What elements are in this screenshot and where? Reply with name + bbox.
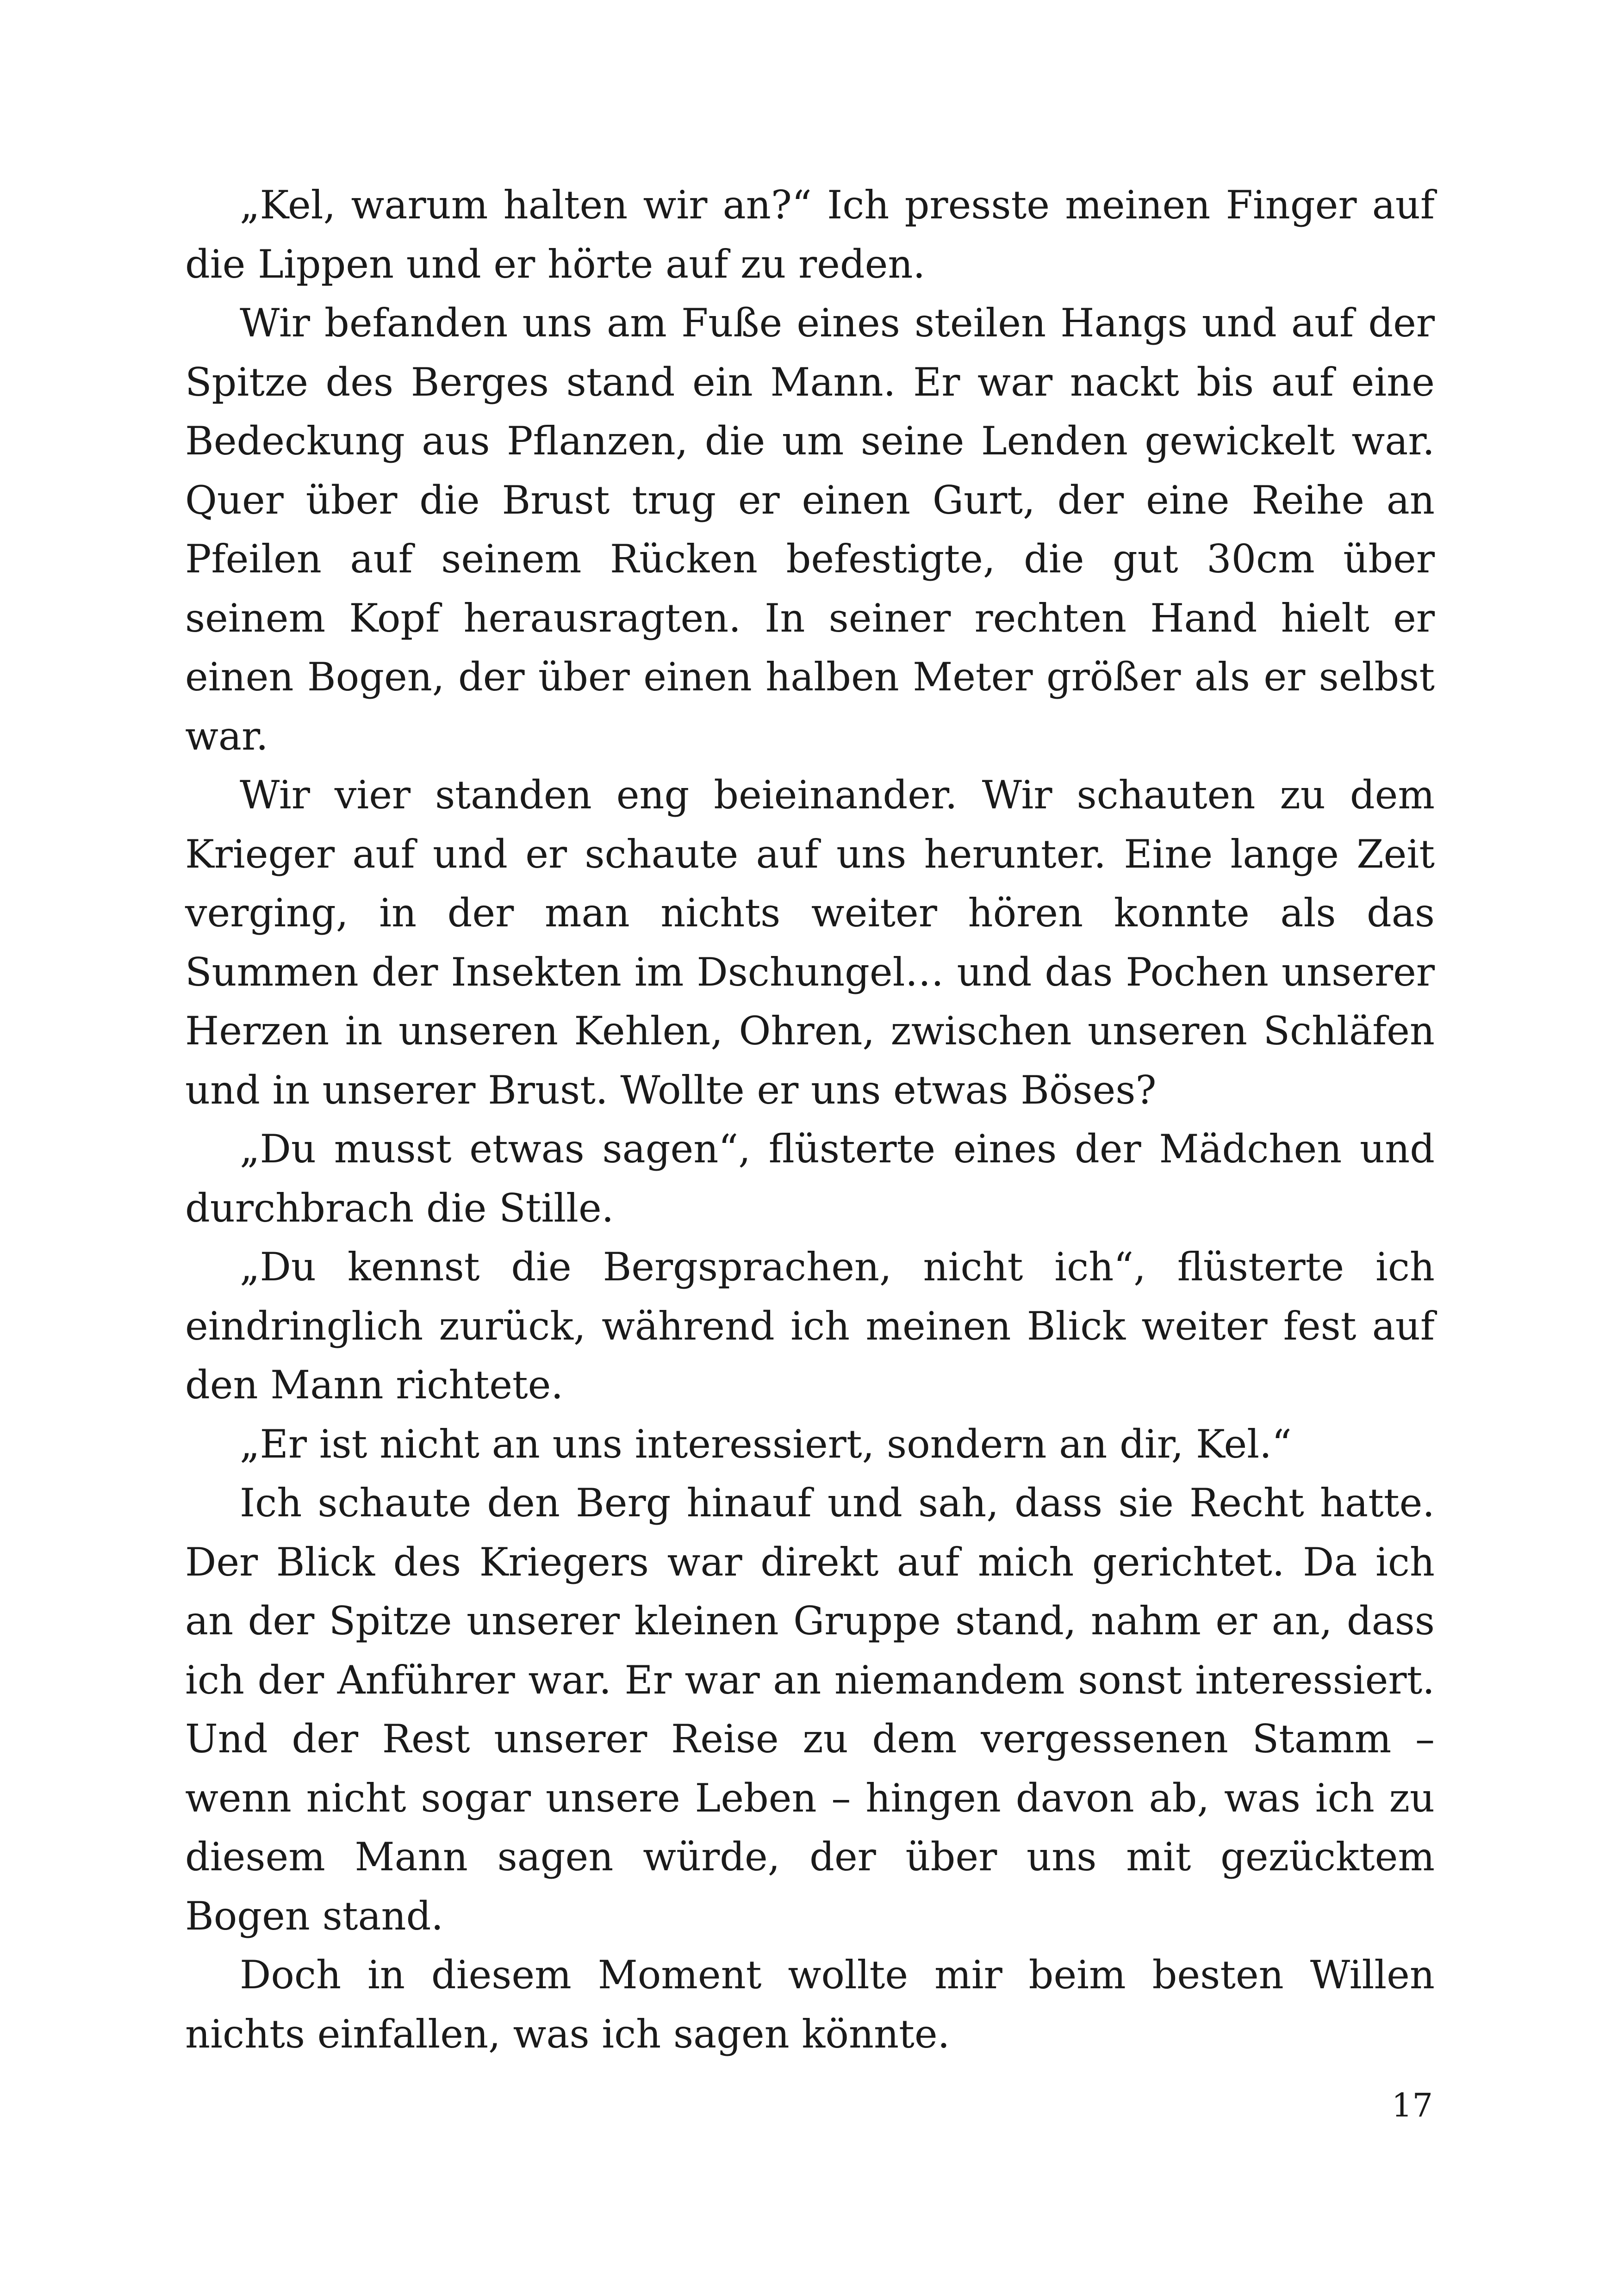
paragraph-6: „Er ist nicht an uns interessiert, sondern an dir, Kel.“ [240,1421,1292,1467]
paragraph-3: Wir vier standen eng beieinander. Wir schauten zu dem Krieger auf und er schaute auf uns herunter. Eine lange Zeit verging, in der man nichts weiter hören konnte als das Summen der Insekten im Dschungel… und das Pochen unserer Herzen in unseren Kehlen, Ohren, zwischen unseren Schläfen und in unserer Brust. Wollte er uns etwas Böses? [185,772,1435,1113]
paragraph-4: „Du musst etwas sagen“, flüsterte eines der Mädchen und durchbrach die Stille. [185,1126,1435,1231]
paragraph-2: Wir befanden uns am Fuße eines steilen Hangs und auf der Spitze des Berges stand ein Mann. Er war nackt bis auf eine Bedeckung aus Pflanzen, die um seine Lenden gewickelt war. Quer über die Brust trug er einen Gurt, der eine Reihe an Pfeilen auf seinem Rücken befestigte, die gut 30cm über seinem Kopf herausragten. In seiner rechten Hand hielt er einen Bogen, der über einen halben Meter größer als er selbst war. [185,300,1435,759]
paragraph-8: Doch in diesem Moment wollte mir beim besten Willen nichts einfallen, was ich sagen könnte. [185,1952,1435,2057]
paragraph-1: „Kel, warum halten wir an?“ Ich presste meinen Finger auf die Lippen und er hörte auf zu reden. [185,182,1435,287]
paragraph-5: „Du kennst die Bergsprachen, nicht ich“, flüsterte ich eindringlich zurück, während ich meinen Blick weiter fest auf den Mann richtete. [185,1244,1435,1408]
body-text [185,176,1435,2064]
paragraph-7: Ich schaute den Berg hinauf und sah, dass sie Recht hatte. Der Blick des Kriegers war direkt auf mich gerichtet. Da ich an der Spitze unserer kleinen Gruppe stand, nahm er an, dass ich der Anführer war. Er war an niemandem sonst interessiert. Und der Rest unserer Reise zu dem vergessenen Stamm – wenn nicht sogar unsere Leben – hingen davon ab, was ich zu diesem Mann sagen würde, der über uns mit gezücktem Bogen stand. [185,1480,1435,1939]
page-number: 17 [1391,2086,1433,2124]
